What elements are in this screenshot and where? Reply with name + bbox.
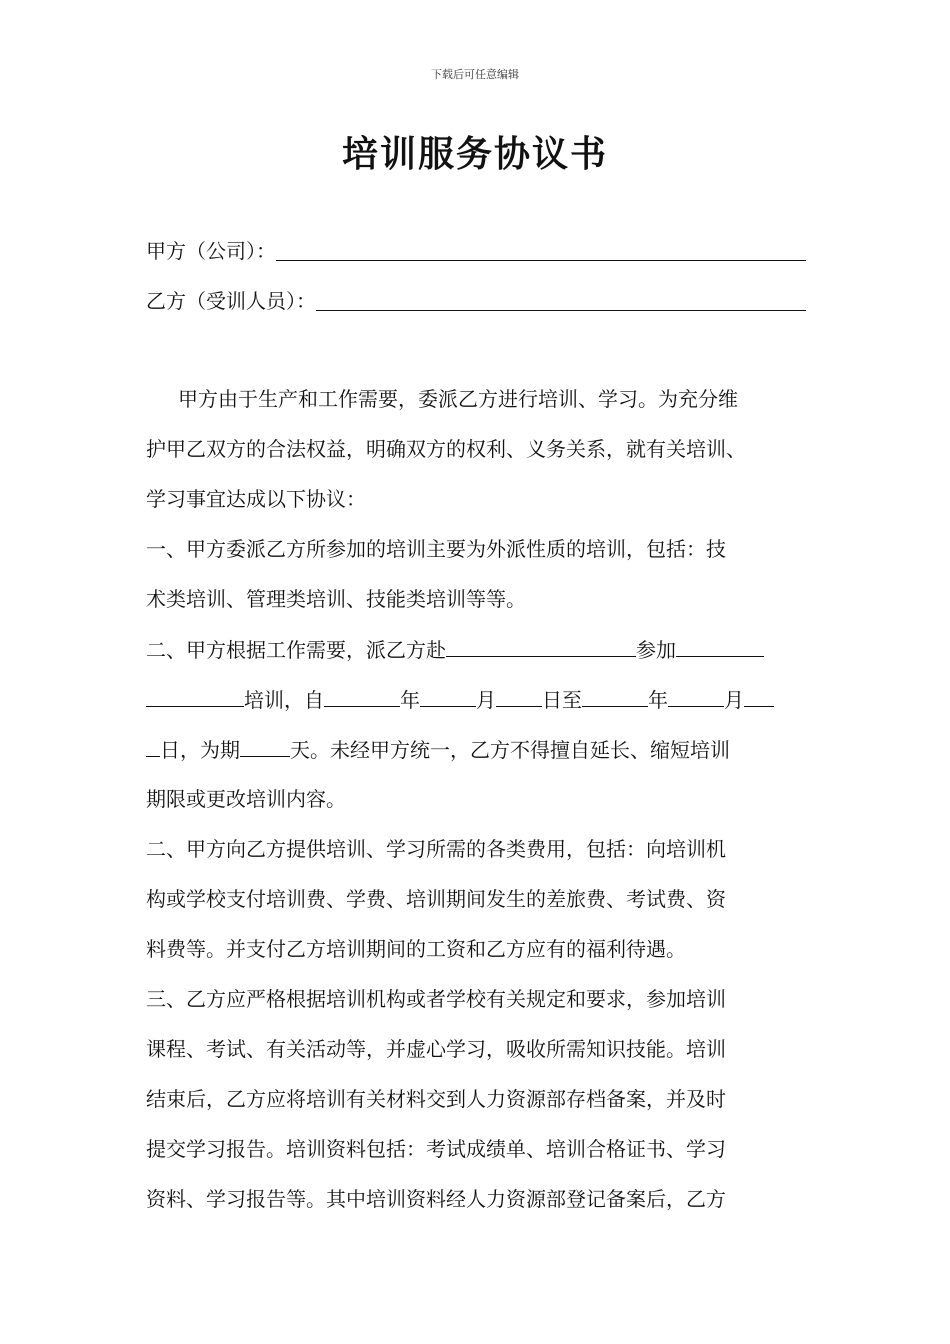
end-day-blank-cont[interactable] — [146, 734, 160, 757]
clause-three-line: 资料、学习报告等。其中培训资料经人力资源部登记备案后，乙方 — [146, 1187, 726, 1211]
clause-text: 二、甲方根据工作需要，派乙方赴 — [146, 638, 446, 662]
clause-text: 日至 — [542, 688, 582, 712]
clause-text: 培训，自 — [244, 688, 324, 712]
start-year-blank[interactable] — [324, 684, 400, 707]
training-name-blank[interactable] — [676, 634, 764, 657]
clause-text: 参加 — [636, 638, 676, 662]
clause-text: 月 — [724, 688, 744, 712]
clause-three-line: 课程、考试、有关活动等，并虚心学习，吸收所需知识技能。培训 — [146, 1037, 726, 1061]
destination-blank[interactable] — [446, 634, 636, 657]
paragraph-line: 甲方由于生产和工作需要，委派乙方进行培训、学习。为充分维 — [178, 387, 738, 411]
clause-text: 天。未经甲方统一，乙方不得擅自延长、缩短培训 — [290, 738, 730, 762]
party-b-label: 乙方（受训人员）： — [146, 289, 316, 313]
clause-costs-line: 构或学校支付培训费、学费、培训期间发生的差旅费、考试费、资 — [146, 887, 726, 911]
clause-three-line: 结束后，乙方应将培训有关材料交到人力资源部存档备案，并及时 — [146, 1087, 726, 1111]
end-day-blank[interactable] — [744, 684, 774, 707]
clause-two-line-1 — [146, 634, 806, 664]
party-b-blank[interactable] — [316, 290, 806, 311]
clause-one-line: 一、甲方委派乙方所参加的培训主要为外派性质的培训，包括：技 — [146, 537, 726, 561]
clause-three-line: 提交学习报告。培训资料包括：考试成绩单、培训合格证书、学习 — [146, 1137, 726, 1161]
paragraph-line: 护甲乙双方的合法权益，明确双方的权利、义务关系，就有关培训、 — [146, 437, 746, 461]
clause-text: 日，为期 — [160, 738, 240, 762]
start-month-blank[interactable] — [420, 684, 476, 707]
paragraph-line: 学习事宜达成以下协议： — [146, 487, 366, 511]
clause-text: 年 — [400, 688, 420, 712]
start-day-blank[interactable] — [496, 684, 542, 707]
clause-two-line-4: 期限或更改培训内容。 — [146, 787, 346, 811]
clause-two-line-3 — [146, 734, 806, 764]
training-name-blank-cont[interactable] — [146, 684, 244, 707]
document-title: 培训服务协议书 — [341, 133, 608, 175]
duration-days-blank[interactable] — [240, 734, 290, 757]
party-a-blank[interactable] — [276, 240, 806, 261]
header-note: 下载后可任意编辑 — [431, 68, 519, 81]
party-b-field[interactable] — [146, 284, 806, 314]
clause-costs-line: 料费等。并支付乙方培训期间的工资和乙方应有的福利待遇。 — [146, 937, 686, 961]
end-year-blank[interactable] — [582, 684, 648, 707]
clause-costs-line: 二、甲方向乙方提供培训、学习所需的各类费用，包括：向培训机 — [146, 837, 726, 861]
clause-two-line-2 — [146, 684, 806, 714]
party-a-field[interactable] — [146, 234, 806, 264]
clause-text: 年 — [648, 688, 668, 712]
party-a-label: 甲方（公司）： — [146, 239, 276, 263]
clause-one-line: 术类培训、管理类培训、技能类培训等等。 — [146, 587, 526, 611]
clause-text: 月 — [476, 688, 496, 712]
end-month-blank[interactable] — [668, 684, 724, 707]
clause-three-line: 三、乙方应严格根据培训机构或者学校有关规定和要求，参加培训 — [146, 987, 726, 1011]
